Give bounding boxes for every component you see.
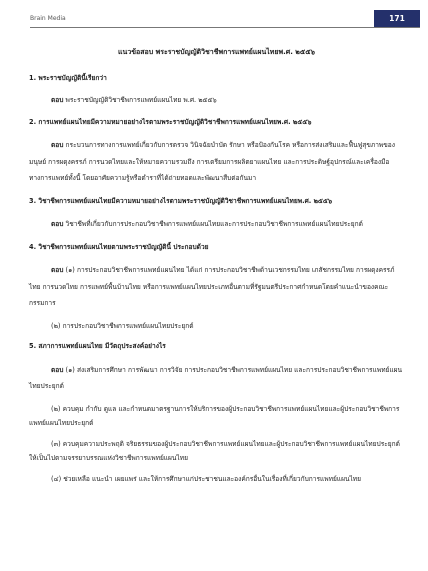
question-5 [29,339,404,354]
question-number: 5. [29,342,37,350]
publisher-brand: Brain Media [30,15,66,22]
answer-2 [29,137,404,187]
answer-3 [29,216,404,233]
answer-label: ตอบ [51,141,64,149]
answer-label: ตอบ [51,365,64,374]
question-number: 2. [29,117,37,126]
answer-5-option-2: (๒) ควบคุม กำกับ ดูแล และกำหนดมาตรฐานการให้บริการของผู้ประกอบวิชาชีพการแพทย์แผนไทยและผู้ประกอบวิชาชีพการแพทย์แผนไทยประยุกต์ [29,404,400,427]
question-1 [29,71,404,86]
answer-1 [29,93,404,108]
answer-text: (๑) ส่งเสริมการศึกษา การพัฒนา การวิจัย การประกอบวิชาชีพการแพทย์แผนไทย และการประกอบวิชาชีพการแพทย์แผนไทยประยุกต์ [29,365,403,390]
answer-text: กระบวนการทางการแพทย์เกี่ยวกับการตรวจ วินิจฉัยบำบัด รักษา หรือป้องกันโรค หรือการส่งเสริมและฟื้นฟูสุขภาพของมนุษย์ การผดุงครรภ์ การนวดไทยและให้หมายความรวมถึง การเตรียมการผลิตยาแผนไทย และการประดิษฐ์อุปกรณ์และเครื่องมือทางการแพทย์ทั้งนี้ โดยอาศัยความรู้หรือตำราที่ได้ถ่ายทอดและพัฒนาสืบต่อกันมา [29,141,395,182]
question-number: 1. [29,73,37,82]
question-text: วิชาชีพการแพทย์แผนไทยตามพระราชบัญญัตินี้ ประกอบด้วย [38,242,209,251]
answer-5-option-3: (๓) ควบคุมความประพฤติ จริยธรรมของผู้ประกอบวิชาชีพการแพทย์แผนไทยและผู้ประกอบวิชาชีพการแพทย์แผนไทยประยุกต์ ให้เป็นไปตามจรรยาบรรณแห่งวิชาชีพการแพทย์แผนไทย [29,439,400,462]
question-text: การแพทย์แผนไทยมีความหมายอย่างไรตามพระราชบัญญัติวิชาชีพการแพทย์แผนไทยพ.ศ. ๒๕๕๖ [38,117,312,126]
question-text: วิชาชีพการแพทย์แผนไทยมีความหมายอย่างไรตามพระราชบัญญัติวิชาชีพการแพทย์แผนไทยพ.ศ. ๒๕๕๖ [38,196,333,205]
answer-label: ตอบ [51,220,64,228]
document-body [29,45,404,492]
answer-label: ตอบ [51,266,64,274]
answer-label: ตอบ [51,96,64,104]
page-number-badge: 171 [374,10,420,27]
question-4 [29,240,404,255]
question-text: พระราชบัญญัตินี้เรียกว่า [38,73,107,82]
answer-4 [29,262,404,312]
answer-text: พระราชบัญญัติวิชาชีพการแพทย์แผนไทย พ.ศ. ๒๕๕๖ [65,96,217,104]
header-divider [30,27,420,28]
page-title: แนวข้อสอบ พระราชบัญญัติวิชาชีพการแพทย์แผนไทยพ.ศ. ๒๕๕๖ [118,48,315,56]
answer-4-option-2: (๒) การประกอบวิชาชีพการแพทย์แผนไทยประยุกต์ [51,321,194,330]
answer-5-option-4: (๔) ช่วยเหลือ แนะนำ เผยแพร่ และให้การศึกษาแก่ประชาชนและองค์กรอื่นในเรื่องที่เกี่ยวกับการแพทย์แผนไทย [51,474,361,483]
answer-text: วิชาชีพที่เกี่ยวกับการประกอบวิชาชีพการแพทย์แผนไทยและการประกอบวิชาชีพการแพทย์แผนไทยประยุกต์ [65,220,363,228]
answer-text: (๑) การประกอบวิชาชีพการแพทย์แผนไทย ได้แก่ การประกอบวิชาชีพด้านเวชกรรมไทย เภสัชกรรมไทย การผดุงครรภ์ไทย การนวดไทย การแพทย์พื้นบ้านไทย หรือการแพทย์แผนไทยประเภทอื่นตามที่รัฐมนตรีประกาศกำหนดโดยคำแนะนำของคณะกรรมการ [29,266,395,307]
question-2 [29,115,404,130]
question-3 [29,194,404,209]
question-text: สภาการแพทย์แผนไทย มีวัตถุประสงค์อย่างไร [38,342,166,350]
question-number: 4. [29,242,37,251]
question-number: 3. [29,196,37,205]
answer-5 [29,362,404,395]
